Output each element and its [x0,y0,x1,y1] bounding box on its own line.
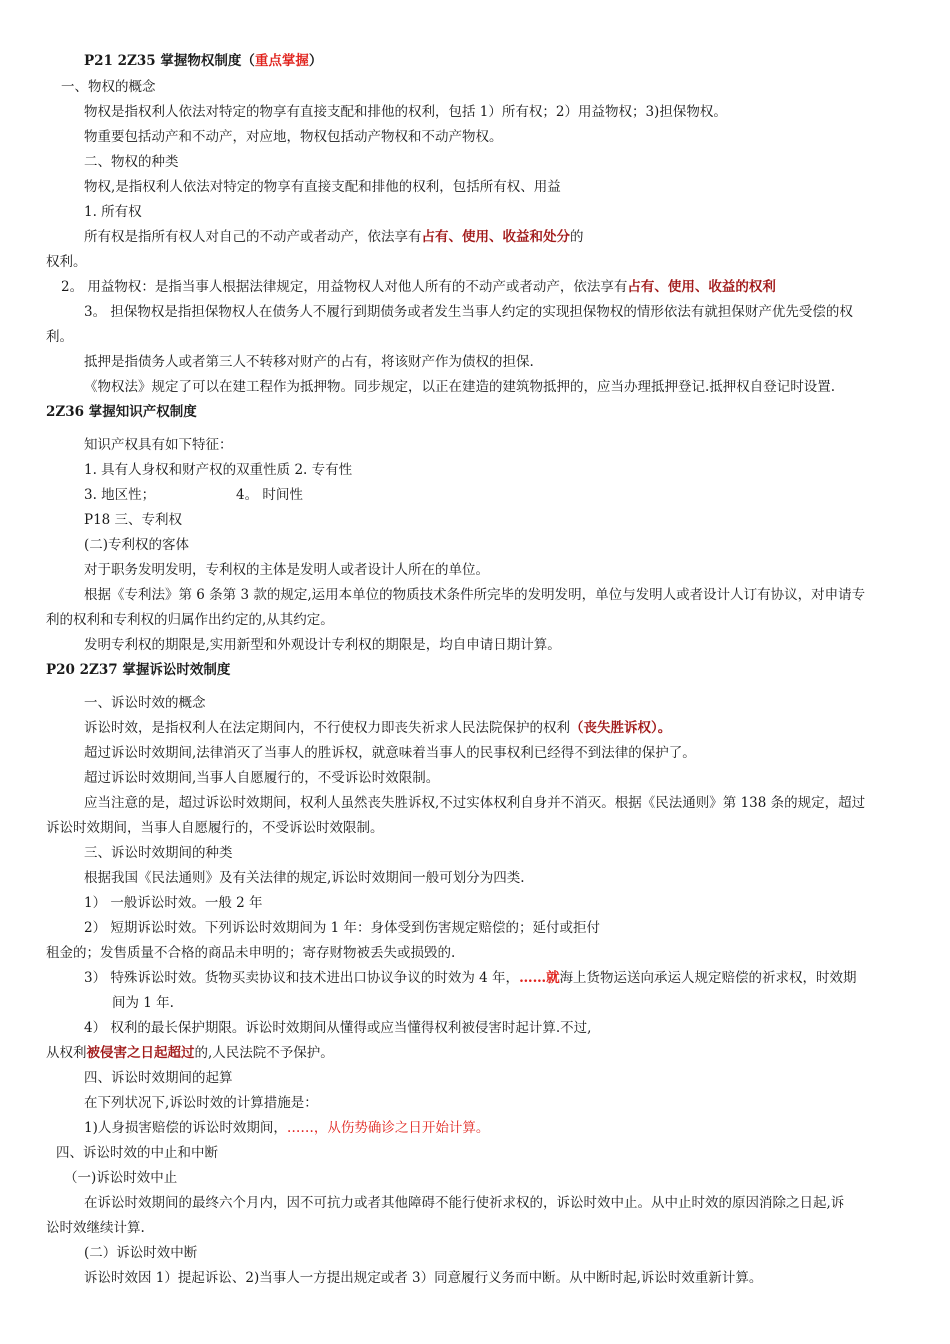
red-text: ……，从伤势确诊之日开始计算。 [286,1120,490,1136]
paragraph: 诉讼时效因 1）提起诉讼、2)当事人一方提出规定或者 3）同意履行义务而中断。从中断时起,诉讼时效重新计算。 [84,1270,763,1286]
paragraph: 3。 担保物权是指担保物权人在债务人不履行到期债务或者发生当事人约定的实现担保物权的情形依法有就担保财产优先受偿的权 [84,304,853,320]
paragraph-continuation: 从权利被侵害之日起超过的,人民法院不予保护。 [46,1045,334,1061]
paragraph-continuation: 租金的；发售质量不合格的商品未申明的；寄存财物被丢失或损毁的. [46,945,456,961]
paragraph: 《物权法》规定了可以在建工程作为抵押物。同步规定，以正在建造的建筑物抵押的，应当办理抵押登记.抵押权自登记时设置. [84,379,836,395]
subheading-object: (二)专利权的客体 [84,537,190,553]
section-heading-property-rights: P21 2Z35 掌握物权制度（重点掌握） [84,53,323,69]
section-heading-limitation: P20 2Z37 掌握诉讼时效制度 [46,662,231,678]
paragraph: 应当注意的是，超过诉讼时效期间，权利人虽然丧失胜诉权,不过实体权利自身并不消灭。根据《民法通则》第 138 条的规定，超过 [84,795,866,811]
highlight-text: 被侵害之日起超过 [86,1045,195,1061]
list-line: 1. 具有人身权和财产权的双重性质 2. 专有性 [84,462,353,478]
list-line: 3. 地区性； [84,487,156,503]
list-item-title: 1. 所有权 [84,204,142,220]
paragraph-continuation: 诉讼时效期间，当事人自愿履行的，不受诉讼时效限制。 [46,820,384,836]
paragraph: 物重要包括动产和不动产，对应地，物权包括动产物权和不动产物权。 [84,129,503,145]
subheading-interruption: (二）诉讼时效中断 [84,1245,198,1261]
paragraph: 物权,是指权利人依法对特定的物享有直接支配和排他的权利，包括所有权、用益 [84,179,561,195]
subheading-patent: P18 三、专利权 [84,512,183,528]
paragraph: 所有权是指所有权人对自己的不动产或者动产，依法享有占有、使用、收益和处分的 [84,229,584,245]
subheading: 一、诉讼时效的概念 [84,695,206,711]
paragraph-continuation: 利的权利和专利权的归属作出约定的,从其约定。 [46,612,334,628]
paragraph: 物权是指权利人依法对特定的物享有直接支配和排他的权利，包括 1）所有权；2）用益物权；3)担保物权。 [84,104,727,120]
list-line: 4。 时间性 [236,487,303,503]
paragraph-continuation: 权利。 [46,254,87,270]
red-ellipsis: ……就 [519,970,560,986]
paragraph: 发明专利权的期限是,实用新型和外观设计专利权的期限是，均自申请日期计算。 [84,637,561,653]
paragraph: 抵押是指债务人或者第三人不转移对财产的占有，将该财产作为债权的担保. [84,354,534,370]
subheading: 四、诉讼时效期间的起算 [84,1070,233,1086]
paragraph: 超过诉讼时效期间,当事人自愿履行的，不受诉讼时效限制。 [84,770,440,786]
highlight-text: 占有、使用、收益和处分 [421,229,570,245]
highlight-text: （丧失胜诉权）。 [570,720,672,736]
paragraph: 根据《专利法》第 6 条第 3 款的规定,运用本单位的物质技术条件所完毕的发明发明，单位与发明人或者设计人订有协议，对申请专 [84,587,866,603]
paragraph: 知识产权具有如下特征： [84,437,233,453]
paragraph: 1)人身损害赔偿的诉讼时效期间，……，从伤势确诊之日开始计算。 [84,1120,490,1136]
paragraph-continuation: 间为 1 年. [112,995,174,1011]
paragraph: 在下列状况下,诉讼时效的计算措施是： [84,1095,318,1111]
paragraph: 对于职务发明发明，专利权的主体是发明人或者设计人所在的单位。 [84,562,489,578]
subheading-concept: 一、物权的概念 [61,79,156,95]
paragraph-continuation: 讼时效继续计算. [46,1220,145,1236]
list-item: 1） 一般诉讼时效。一般 2 年 [84,895,263,911]
list-item: 4） 权利的最长保护期限。诉讼时效期间从懂得或应当懂得权利被侵害时起计算.不过, [84,1020,592,1036]
subheading: 四、诉讼时效的中止和中断 [56,1145,218,1161]
paragraph: 超过诉讼时效期间,法律消灭了当事人的胜诉权，就意味着当事人的民事权利已经得不到法律的保护了。 [84,745,696,761]
paragraph: 诉讼时效，是指权利人在法定期间内，不行使权力即丧失祈求人民法院保护的权利（丧失胜诉权）。 [84,720,672,736]
subheading-types: 二、物权的种类 [84,154,179,170]
paragraph: 2。 用益物权：是指当事人根据法律规定，用益物权人对他人所有的不动产或者动产，依法享有占有、使用、收益的权利 [61,279,776,295]
paragraph: 在诉讼时效期间的最终六个月内，因不可抗力或者其他障碍不能行使祈求权的，诉讼时效中止。从中止时效的原因消除之日起,诉 [84,1195,845,1211]
subheading: 三、诉讼时效期间的种类 [84,845,233,861]
paragraph-continuation: 利。 [46,329,73,345]
subheading-suspension: （一)诉讼时效中止 [64,1170,178,1186]
highlight-text: 占有、使用、收益的权利 [627,279,776,295]
list-item: 2） 短期诉讼时效。下列诉讼时效期间为 1 年：身体受到伤害规定赔偿的；延付或拒付 [84,920,601,936]
list-item: 3） 特殊诉讼时效。货物买卖协议和技术进出口协议争议的时效为 4 年，……就海上货物运送向承运人规定赔偿的祈求权，时效期 [84,970,857,986]
paragraph: 根据我国《民法通则》及有关法律的规定,诉讼时效期间一般可划分为四类. [84,870,525,886]
section-heading-ip: 2Z36 掌握知识产权制度 [46,404,197,420]
heading-emphasis: 重点掌握 [254,53,309,69]
